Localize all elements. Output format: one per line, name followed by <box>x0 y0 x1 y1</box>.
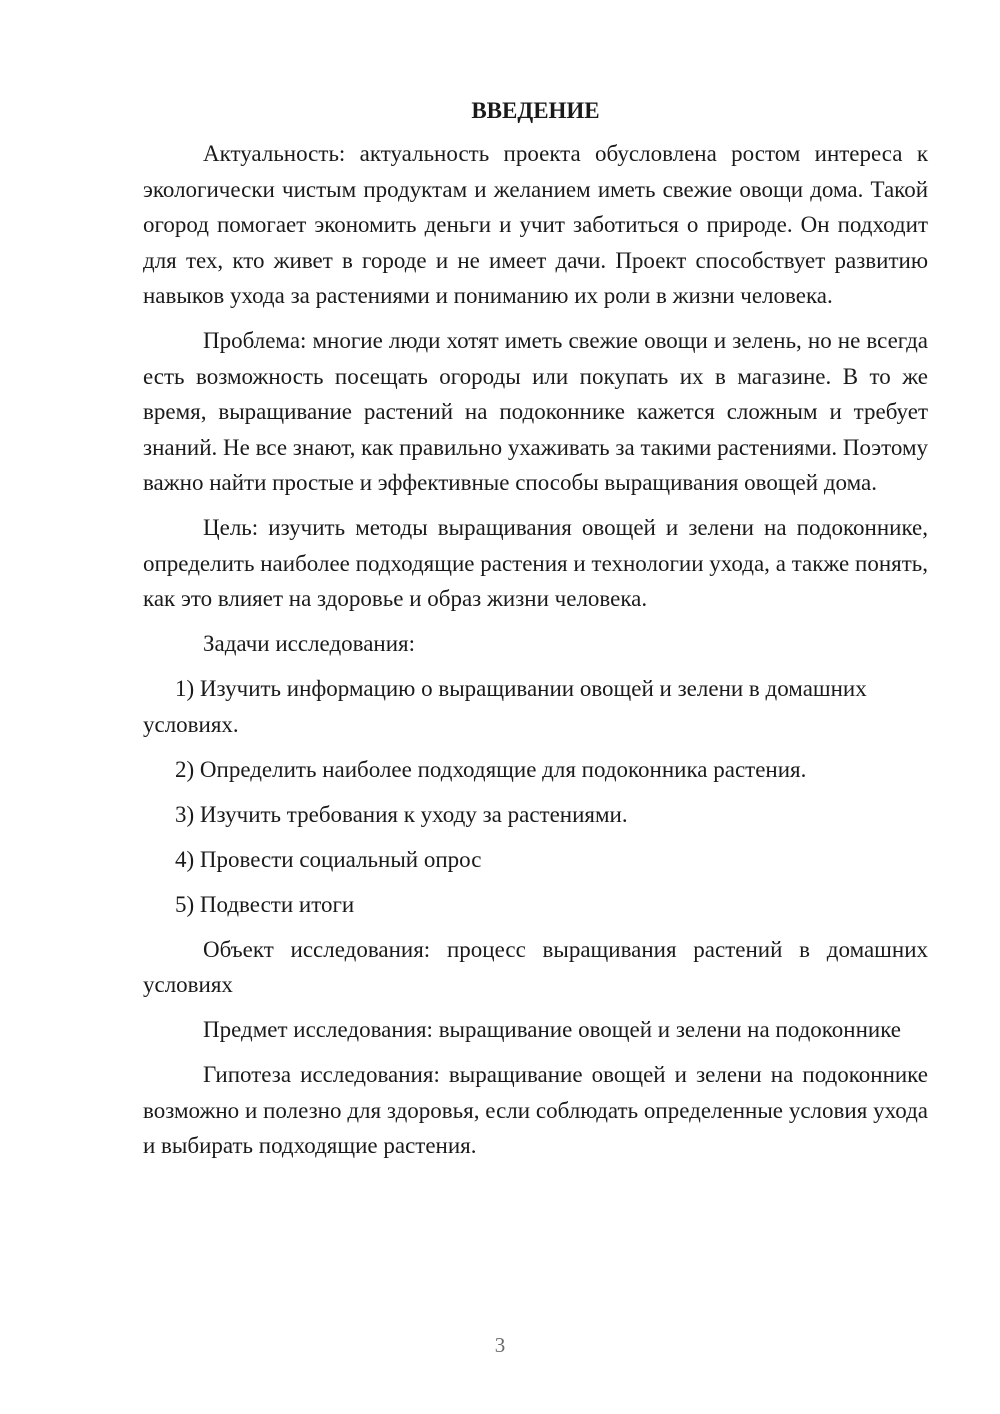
tasks-title: Задачи исследования: <box>203 631 416 656</box>
section-title: ВВЕДЕНИЕ <box>471 98 600 123</box>
task-item-3: 3) Изучить требования к уходу за растениями. <box>175 801 628 827</box>
task-item-2: 2) Определить наиболее подходящие для подоконника растения. <box>175 756 807 782</box>
problem-paragraph: Проблема: многие люди хотят иметь свежие овощи и зелень, но не всегда есть возможность посещать огороды или покупать их в магазине. В то же время, выращивание растений на подоконнике кажется сложным и требует знаний. Не все знают, как правильно ухаживать за такими растениями. Поэтому важно найти простые и эффективные способы выращивания овощей дома. <box>143 328 928 495</box>
hypothesis-paragraph: Гипотеза исследования: выращивание овощей и зелени на подоконнике возможно и полезно для здоровья, если соблюдать определенные условия ухода и выбирать подходящие растения. <box>143 1062 928 1158</box>
document-page <box>143 96 928 1173</box>
goal-paragraph: Цель: изучить методы выращивания овощей и зелени на подоконнике, определить наиболее подходящие растения и технологии ухода, а также понять, как это влияет на здоровье и образ жизни человека. <box>143 515 928 611</box>
subject-paragraph: Предмет исследования: выращивание овощей и зелени на подоконнике <box>203 1017 902 1042</box>
relevance-paragraph: Актуальность: актуальность проекта обусловлена ростом интереса к экологически чистым продуктам и желанием иметь свежие овощи дома. Такой огород помогает экономить деньги и учит заботиться о природе. Он подходит для тех, кто живет в городе и не имеет дачи. Проект способствует развитию навыков ухода за растениями и пониманию их роли в жизни человека. <box>143 141 928 308</box>
task-item-5: 5) Подвести итоги <box>175 891 355 917</box>
task-item-1: 1) Изучить информацию о выращивании овощей и зелени в домашних условиях. <box>143 676 867 737</box>
object-paragraph: Объект исследования: процесс выращивания растений в домашних условиях <box>143 936 928 997</box>
page-number: 3 <box>494 1333 506 1357</box>
task-item-4: 4) Провести социальный опрос <box>175 846 482 872</box>
